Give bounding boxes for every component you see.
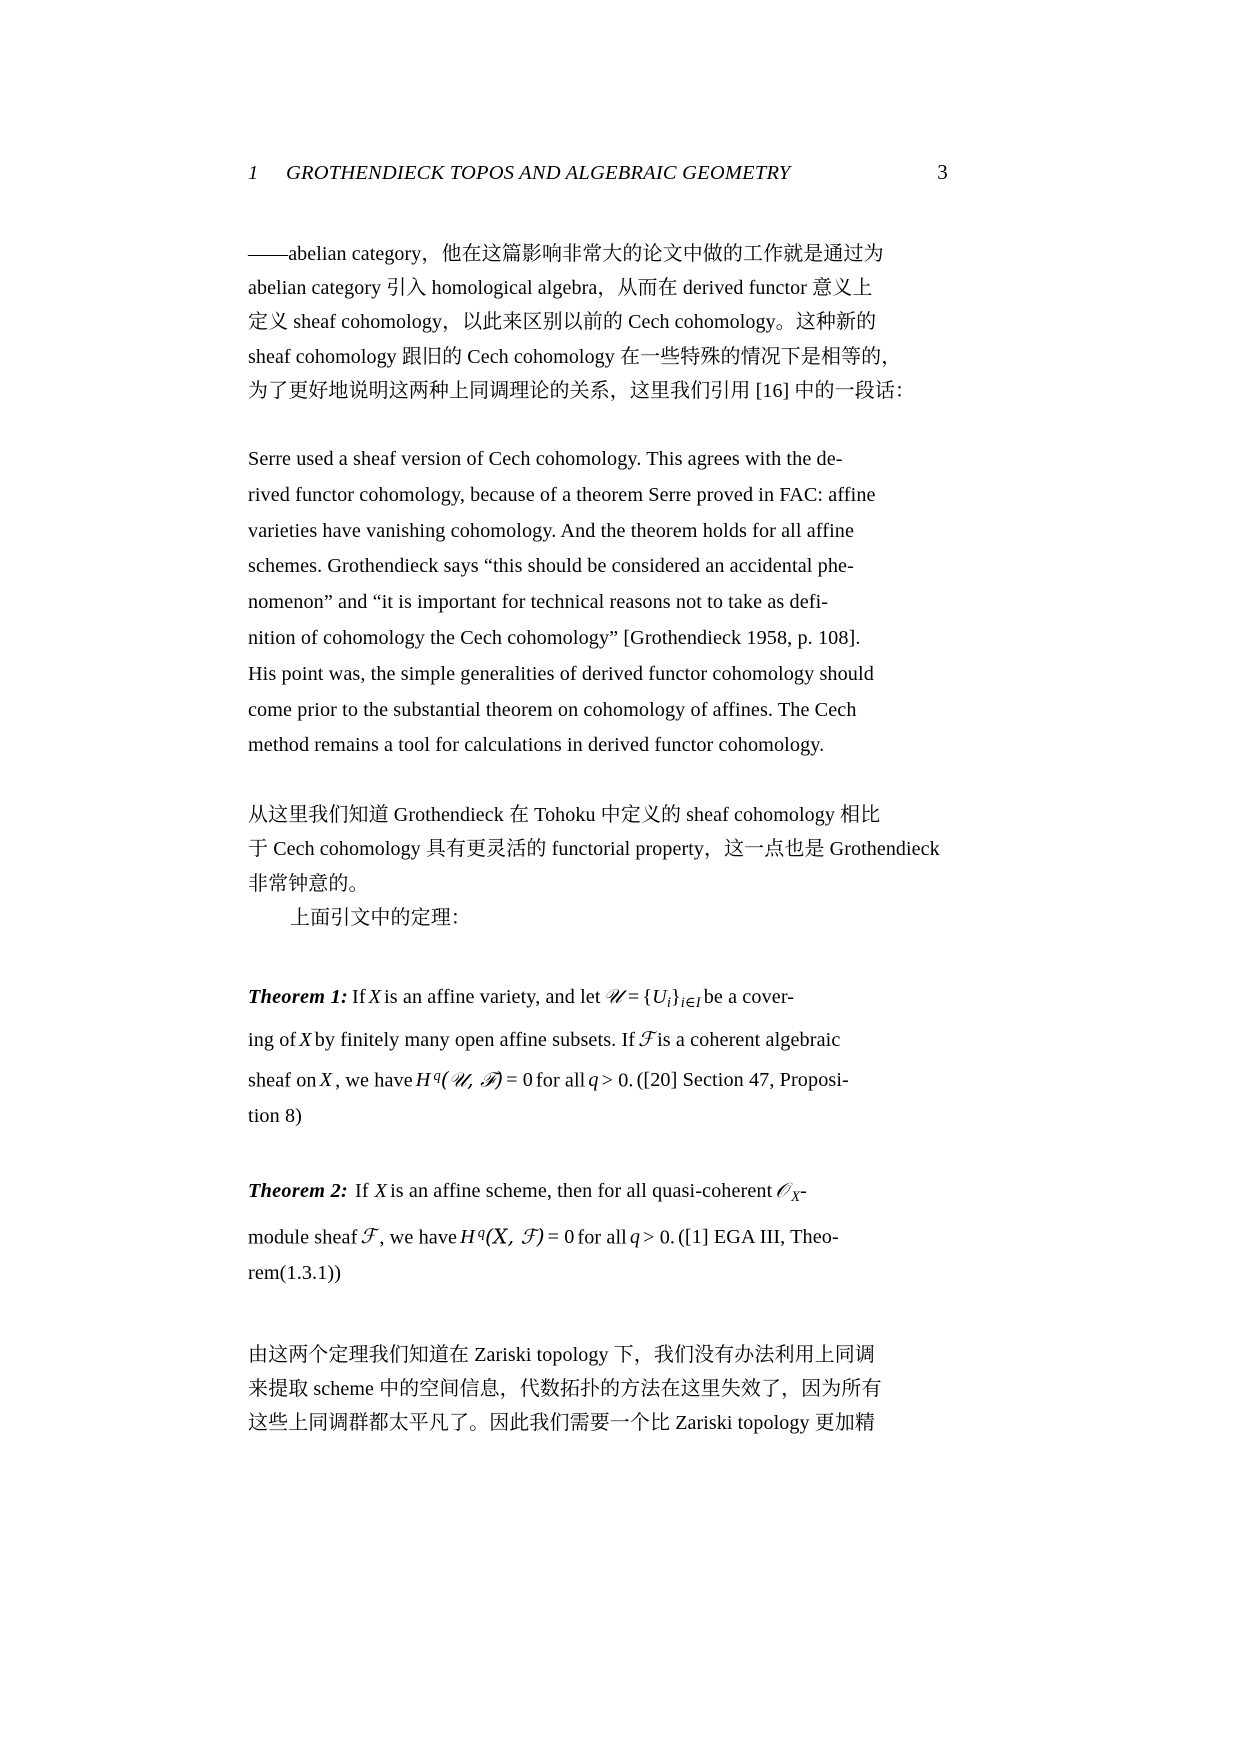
paragraph-three-line: 来提取 scheme 中的空间信息，代数拓扑的方法在这里失效了，因为所有 (248, 1377, 882, 1400)
math-hyphen: - (800, 1179, 807, 1202)
math-greater-than-zero: > 0. (643, 1226, 676, 1249)
theorem-one-citation: ([20] Section 47, Proposi- (636, 1069, 849, 1092)
theorem-one-text: If (352, 986, 366, 1008)
theorem-one-text: is an affine variety, and let (384, 986, 601, 1008)
math-superscript-q: q (477, 1224, 486, 1241)
math-cohomology-args: (X, ℱ) (485, 1224, 545, 1249)
page-content (248, 160, 948, 1440)
math-variable-X: X (319, 1069, 333, 1092)
theorem-two-text: If (355, 1179, 369, 1202)
paragraph-one-line: ——abelian category，他在这篇影响非常大的论文中做的工作就是通过为 (248, 243, 884, 265)
theorem-two-line: rem(1.3.1)) (248, 1261, 342, 1284)
paragraph-two-line: 非常钟意的。 (248, 872, 369, 895)
math-cohomology-H: H (460, 1226, 475, 1249)
running-header (248, 160, 948, 185)
math-brace-open: { (642, 986, 653, 1008)
theorem-one-text: by finitely many open affine subsets. If (314, 1028, 636, 1051)
theorem-one-text: be a cover- (703, 986, 795, 1008)
theorem-one-line: tion 8) (248, 1104, 302, 1127)
quotation-line: method remains a tool for calculations in derived functor cohomology. (248, 734, 825, 757)
math-script-U: 𝒰 (603, 984, 622, 1008)
quotation-line: schemes. Grothendieck says “this should be considered an accidental phe- (248, 555, 854, 578)
quotation-line: His point was, the simple generalities of derived functor cohomology should (248, 662, 874, 685)
math-variable-X: X (299, 1028, 312, 1051)
math-index-set: i∈I (680, 995, 701, 1012)
math-variable-q: q (629, 1226, 641, 1249)
page-number: 3 (937, 160, 948, 184)
math-cohomology-args: (𝒰, ℱ) (440, 1067, 504, 1092)
paragraph-two-tail (248, 901, 948, 935)
paragraph-one-line: sheaf cohomology 跟旧的 Cech cohomology 在一些特殊的情况下是相等的， (248, 345, 902, 368)
math-subscript-X: X (791, 1188, 801, 1205)
math-script-O: 𝒪 (775, 1177, 789, 1202)
math-script-F: ℱ (638, 1026, 655, 1051)
header-section-number: 1 (248, 162, 259, 184)
theorem-two-text: module sheaf (248, 1226, 358, 1249)
paragraph-three-line: 这些上同调群都太平凡了。因此我们需要一个比 Zariski topology 更加精 (248, 1412, 875, 1435)
math-variable-X: X (368, 986, 382, 1008)
quotation-line: varieties have vanishing cohomology. And the theorem holds for all affine (248, 519, 855, 542)
paragraph-two (248, 798, 948, 901)
quotation-line: rived functor cohomology, because of a theorem Serre proved in FAC: affine (248, 483, 876, 506)
theorem-two (248, 1173, 948, 1292)
math-equals: = (627, 986, 640, 1008)
theorem-two-text: for all (577, 1226, 627, 1249)
theorem-one-label: Theorem 1: (248, 986, 348, 1008)
paragraph-one-line: abelian category 引入 homological algebra，从而在 derived functor 意义上 (248, 277, 873, 300)
math-equals-zero: = 0 (547, 1226, 575, 1249)
theorem-two-citation: ([1] EGA III, Theo- (678, 1226, 839, 1249)
paragraph-one-line: 定义 sheaf cohomology，以此来区别以前的 Cech cohomology。这种新的 (248, 311, 877, 334)
theorem-one-text: is a coherent algebraic (657, 1028, 841, 1051)
math-superscript-q: q (433, 1067, 441, 1084)
math-greater-than-zero: > 0. (601, 1069, 634, 1092)
quotation-line: come prior to the substantial theorem on cohomology of affines. The Cech (248, 698, 857, 721)
quotation-block (248, 442, 948, 764)
paragraph-two-line: 从这里我们知道 Grothendieck 在 Tohoku 中定义的 sheaf cohomology 相比 (248, 804, 881, 827)
theorem-one-text: , we have (335, 1069, 413, 1092)
quotation-line: nition of cohomology the Cech cohomology” [Grothendieck 1958, p. 108]. (248, 627, 861, 649)
paragraph-one-line: 为了更好地说明这两种上同调理论的关系，这里我们引用 [16] 中的一段话： (248, 379, 916, 402)
theorem-intro-line: 上面引文中的定理： (290, 906, 471, 929)
math-subscript-i: i (666, 995, 671, 1012)
math-equals-zero: = 0 (506, 1069, 533, 1092)
theorem-two-line (248, 1216, 948, 1256)
math-cohomology-H: H (415, 1069, 431, 1092)
math-brace-close: } (670, 986, 681, 1008)
theorem-two-text: is an affine scheme, then for all quasi-coherent (390, 1179, 773, 1202)
theorem-one-text: sheaf on (248, 1069, 317, 1092)
theorem-two-line (248, 1173, 948, 1216)
quotation-line: nomenon” and “it is important for technical reasons not to take as defi- (248, 591, 829, 614)
math-script-F: ℱ (360, 1224, 377, 1249)
math-variable-U: U (652, 986, 667, 1008)
theorem-one-line (248, 1022, 948, 1059)
theorem-one-line (248, 979, 948, 1022)
theorem-one-line (248, 1059, 948, 1099)
paragraph-one (248, 237, 948, 408)
math-variable-X: X (374, 1179, 388, 1202)
quotation-line: Serre used a sheaf version of Cech cohomology. This agrees with the de- (248, 448, 843, 471)
math-variable-q: q (588, 1069, 599, 1092)
theorem-one-text: ing of (248, 1028, 297, 1051)
paragraph-three-line: 由这两个定理我们知道在 Zariski topology 下，我们没有办法利用上同调 (248, 1343, 875, 1366)
header-title: GROTHENDIECK TOPOS AND ALGEBRAIC GEOMETRY (286, 162, 791, 184)
paragraph-three (248, 1338, 948, 1441)
theorem-one (248, 979, 948, 1135)
theorem-two-label: Theorem 2: (248, 1179, 348, 1202)
theorem-two-text: , we have (379, 1226, 458, 1249)
theorem-one-text: for all (535, 1069, 586, 1092)
paragraph-two-line: 于 Cech cohomology 具有更灵活的 functorial property，这一点也是 Grothendieck (248, 838, 940, 861)
